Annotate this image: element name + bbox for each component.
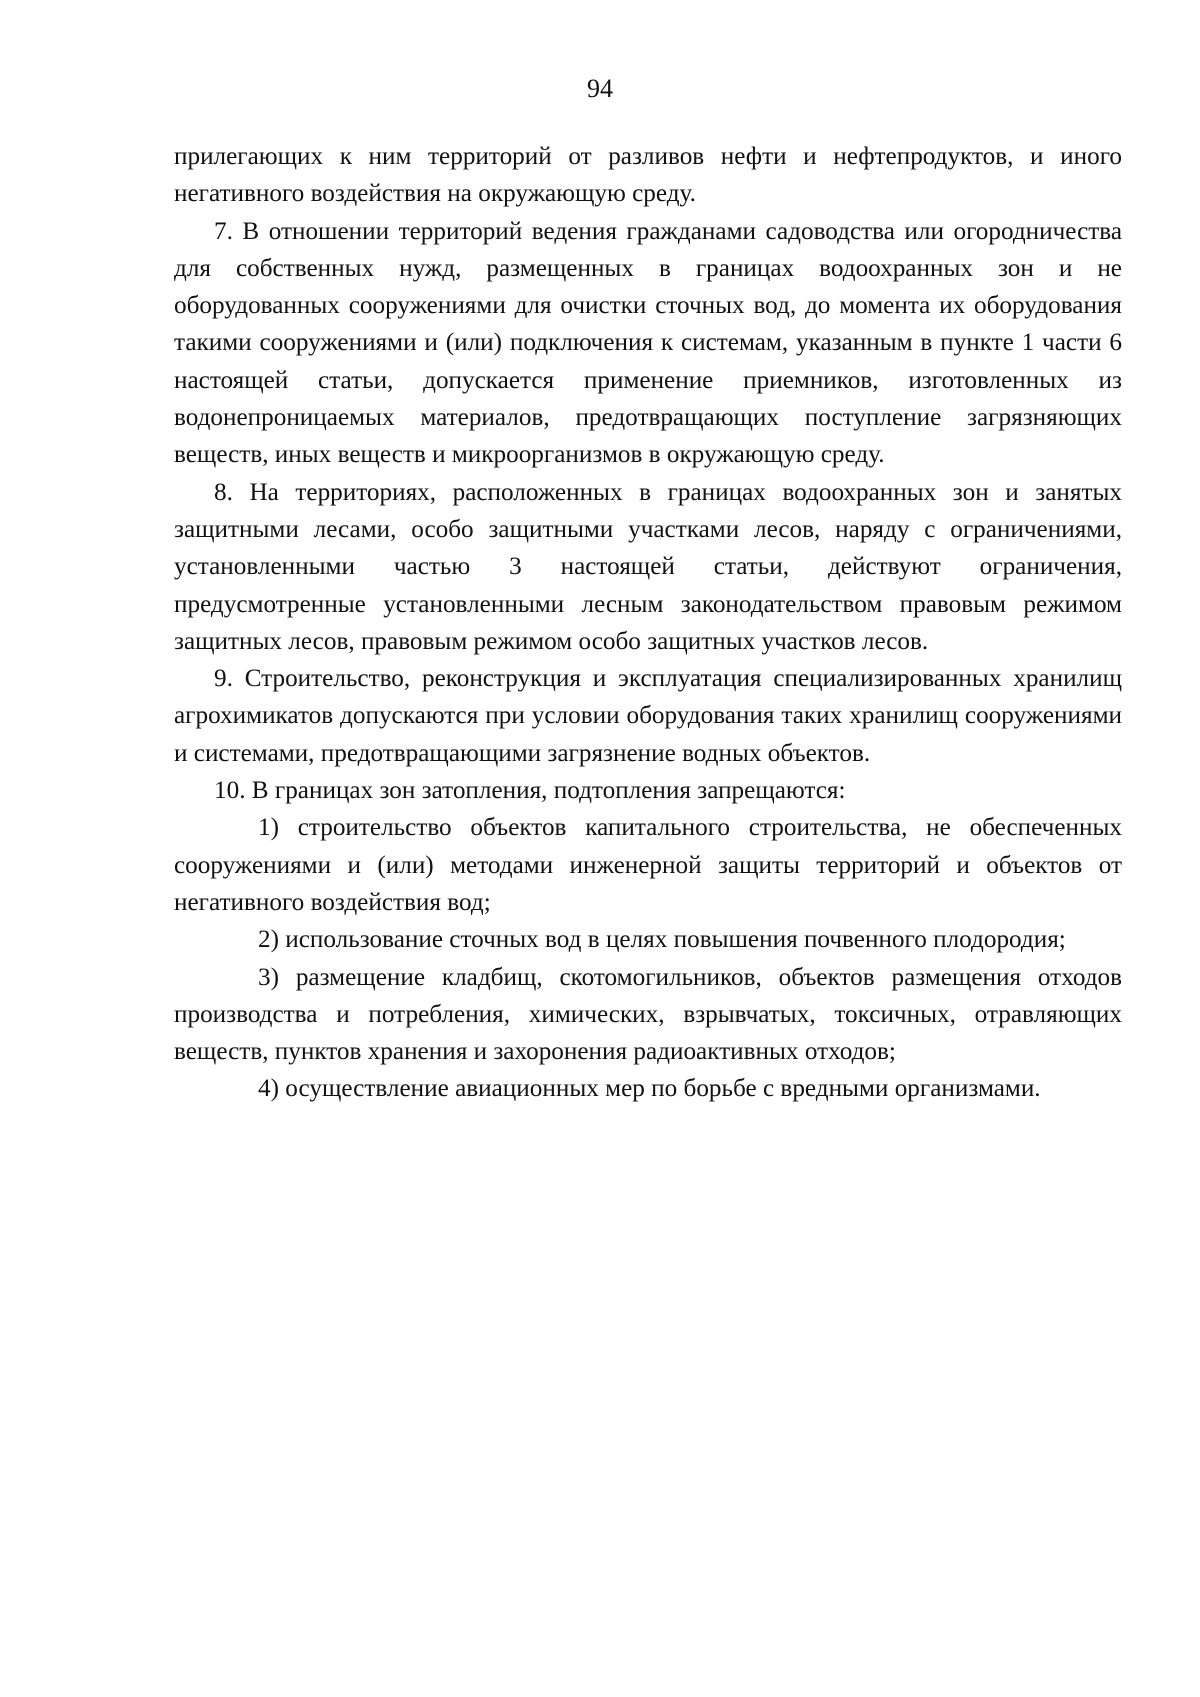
subitem-3: 3) размещение кладбищ, скотомогильников, объектов размещения отходов производства и потребления, химических, взрывчатых, токсичных, отравляющих веществ, пунктов хранения и захоронения радиоактивных отходов; <box>174 963 1122 1066</box>
document-body <box>174 138 1122 1108</box>
paragraph-item-7: 7. В отношении территорий ведения гражданами садоводства или огородничества для собственных нужд, размещенных в границах водоохранных зон и не оборудованных сооружениями для очистки сточных вод, до момента их оборудования такими сооружениями и (или) подключения к системам, указанным в пункте 1 части 6 настоящей статьи, допускается применение приемников, изготовленных из водонепроницаемых материалов, предотвращающих поступление загрязняющих веществ, иных веществ и микроорганизмов в окружающую среду. <box>174 217 1122 469</box>
subitem-1: 1) строительство объектов капитального строительства, не обеспеченных сооружениями и (или) методами инженерной защиты территорий и объектов от негативного воздействия вод; <box>174 814 1122 916</box>
paragraph-continuation: прилегающих к ним территорий от разливов нефти и нефтепродуктов, и иного негативного воздействия на окружающую среду. <box>174 143 1122 208</box>
paragraph-item-10: 10. В границах зон затопления, подтопления запрещаются: <box>214 777 846 805</box>
subitem-2: 2) использование сточных вод в целях повышения почвенного плодородия; <box>258 926 1066 954</box>
page-number: 94 <box>587 74 613 103</box>
subitem-4: 4) осуществление авиационных мер по борьбе с вредными организмами. <box>258 1075 1041 1103</box>
paragraph-item-8: 8. На территориях, расположенных в границах водоохранных зон и занятых защитными лесами, особо защитными участками лесов, наряду с ограничениями, установленными частью 3 настоящей статьи, действуют ограничения, предусмотренные установленными лесным законодательством правовым режимом защитных лесов, правовым режимом особо защитных участков лесов. <box>174 478 1122 655</box>
paragraph-item-9: 9. Строительство, реконструкция и эксплуатация специализированных хранилищ агрохимикатов допускаются при условии оборудования таких хранилищ сооружениями и системами, предотвращающими загрязнение водных объектов. <box>174 665 1122 767</box>
